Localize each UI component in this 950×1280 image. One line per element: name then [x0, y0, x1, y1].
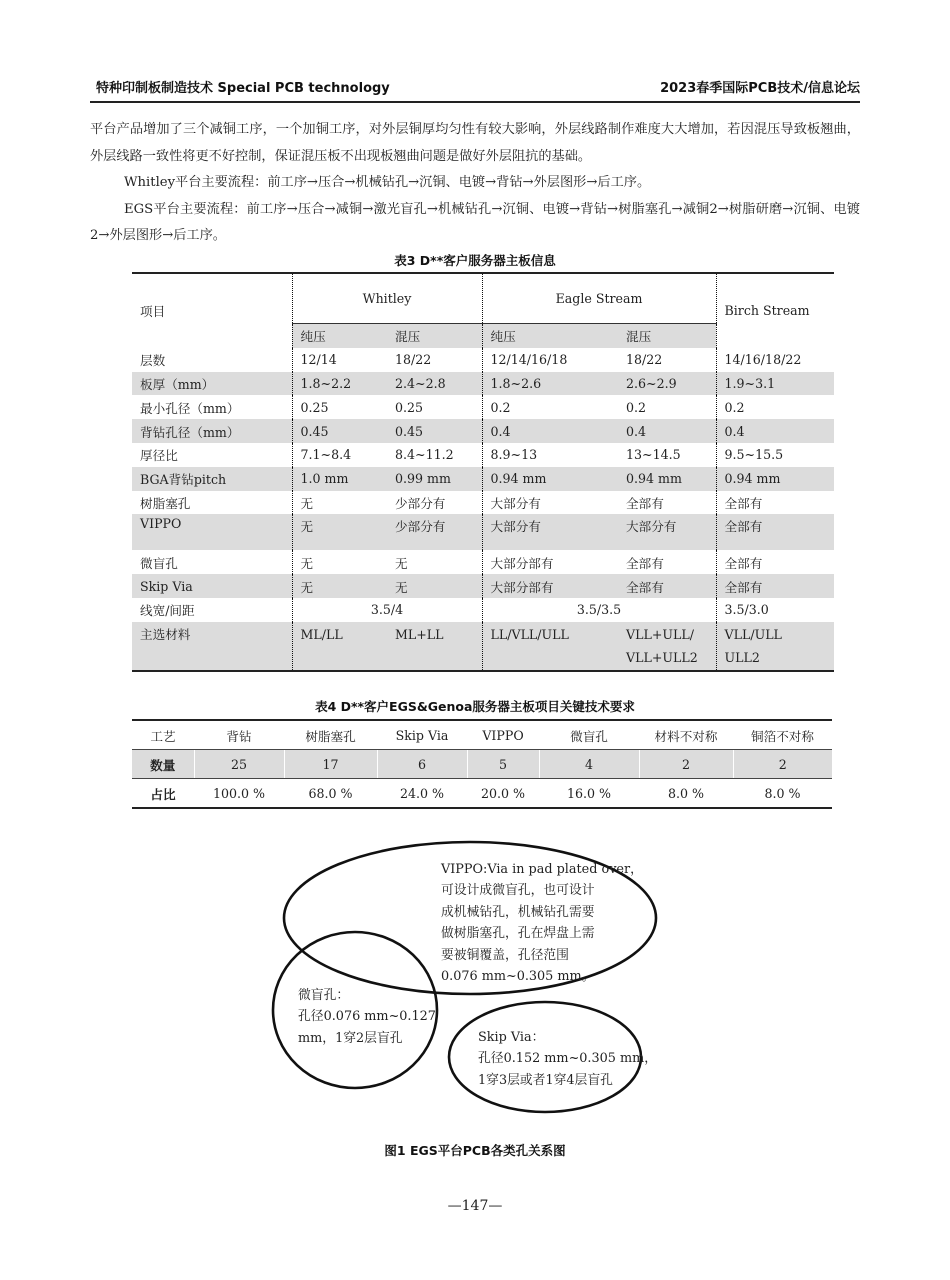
row-label: 板厚（mm） [132, 372, 292, 396]
cell: 无 [395, 555, 408, 571]
text-line: mm，1穿2层盲孔 [298, 1030, 403, 1046]
table3-sub-3: 纯压 [482, 324, 618, 348]
cell-line: VLL+ULL2 [626, 649, 698, 665]
cell-line: VLL/ULL [724, 626, 782, 642]
text-line: 可设计成微盲孔，也可设计 [441, 883, 595, 899]
table3-row [132, 419, 834, 443]
cell: 14/16/18/22 [716, 348, 834, 372]
cell: 12/14/16/18 [482, 348, 618, 372]
row-label: 数量 [132, 750, 194, 779]
table4-header: 背钻 [194, 720, 284, 750]
table3-head-eagle: Eagle Stream [482, 273, 716, 324]
cell: ML+LL [387, 622, 482, 671]
cell: 全部有 [716, 574, 834, 598]
table3-row [132, 467, 834, 491]
cell: 1.9~3.1 [716, 372, 834, 396]
cell [716, 622, 834, 671]
cell: 0.25 [292, 395, 387, 419]
body-text [90, 117, 860, 250]
cell: 全部有 [716, 550, 834, 574]
row-label: 树脂塞孔 [140, 495, 191, 511]
cell: 0.45 [292, 419, 387, 443]
row-label: VIPPO [132, 514, 292, 550]
cell: 全部有 [716, 491, 834, 515]
paragraph-1: 平台产品增加了三个减铜工序，一个加铜工序，对外层铜厚均匀性有较大影响，外层线路制作难度大大增加，若因混压导致板翘曲，外层线路一致性将更不好控制，保证混压板不出现板翘曲问题是做好外层阻抗的基础。 [90, 122, 860, 164]
row-label: 层数 [140, 353, 166, 369]
cell: 1.0 mm [292, 467, 387, 491]
table3-row [132, 574, 834, 598]
cell: 13~14.5 [626, 447, 681, 463]
cell: 0.94 mm [716, 467, 834, 491]
cell: 12/14 [292, 348, 387, 372]
cell: 8.0 % [733, 779, 832, 809]
cell: 全部有 [626, 555, 664, 571]
figure-caption: 图1 EGS平台PCB各类孔关系图 [384, 1143, 566, 1158]
cell: 8.4~11.2 [395, 447, 454, 463]
cell: 0.94 mm [618, 467, 716, 491]
table4 [132, 719, 832, 809]
cell: 18/22 [626, 352, 663, 368]
table4-caption: 表4 D**客户EGS&Genoa服务器主板项目关键技术要求 [315, 699, 635, 714]
row-label: 最小孔径（mm） [140, 400, 240, 416]
cell: 全部有 [618, 574, 716, 598]
cell: 25 [194, 750, 284, 779]
cell: 2 [733, 750, 832, 779]
table3-row [132, 491, 834, 515]
cell: 2.4~2.8 [387, 372, 482, 396]
table3-row [132, 550, 834, 574]
cell-line: VLL+ULL/ [626, 626, 694, 642]
cell: 少部分有 [387, 514, 482, 550]
text-line: 0.076 mm~0.305 mm。 [441, 969, 595, 985]
cell: 大部分部有 [482, 574, 618, 598]
header-rule [90, 101, 860, 103]
row-label: 主选材料 [132, 622, 292, 671]
text-line: 成机械钻孔，机械钻孔需要 [441, 904, 595, 920]
cell: 无 [292, 550, 387, 574]
cell: 3.5/3.0 [716, 598, 834, 622]
cell-line: ULL2 [724, 649, 760, 665]
table4-header: 材料不对称 [639, 720, 733, 750]
cell: 大部分有 [482, 514, 618, 550]
cell [618, 622, 716, 671]
page-number: —147— [447, 1198, 503, 1214]
table3-sub-4: 混压 [618, 324, 716, 348]
table4-header: VIPPO [467, 720, 539, 750]
table4-ratio-row [132, 779, 832, 809]
text-line: 做树脂塞孔，孔在焊盘上需 [441, 926, 595, 942]
cell: 大部分有 [482, 491, 618, 515]
table3-head-whitley: Whitley [292, 273, 482, 324]
cell: 5 [467, 750, 539, 779]
table3-row [132, 348, 834, 372]
row-label: 微盲孔 [140, 555, 178, 571]
table3-row [132, 372, 834, 396]
cell: 2 [639, 750, 733, 779]
cell: 0.45 [387, 419, 482, 443]
text-line: Skip Via： [478, 1030, 545, 1045]
table3-head-item: 项目 [132, 273, 292, 348]
cell: 大部分部有 [482, 550, 618, 574]
text-line: 1穿3层或者1穿4层盲孔 [478, 1072, 613, 1088]
cell: 4 [539, 750, 639, 779]
paragraph-2: Whitley平台主要流程：前工序→压合→机械钻孔→沉铜、电镀→背钻→外层图形→后工序。 [124, 175, 651, 190]
text-line: 微盲孔： [298, 988, 350, 1003]
table3-sub-2: 混压 [387, 324, 482, 348]
cell: 2.6~2.9 [618, 372, 716, 396]
cell: 0.4 [482, 419, 618, 443]
cell: 8.0 % [639, 779, 733, 809]
table3-caption: 表3 D**客户服务器主板信息 [394, 253, 556, 268]
cell: 全部有 [716, 514, 834, 550]
table4-header: 树脂塞孔 [284, 720, 377, 750]
cell: 17 [284, 750, 377, 779]
cell: 18/22 [395, 352, 432, 368]
cell: 0.2 [482, 395, 618, 419]
row-label: 厚径比 [140, 448, 178, 464]
table3-row-linewidth [132, 598, 834, 622]
cell: 7.1~8.4 [292, 443, 387, 467]
row-label: 线宽/间距 [140, 603, 195, 619]
cell: 68.0 % [284, 779, 377, 809]
table3-row [132, 443, 834, 467]
cell: 1.8~2.2 [292, 372, 387, 396]
cell: 0.4 [618, 419, 716, 443]
table3-row [132, 395, 834, 419]
cell: 6 [377, 750, 467, 779]
cell: 8.9~13 [482, 443, 618, 467]
cell: 大部分有 [618, 514, 716, 550]
row-label: Skip Via [132, 574, 292, 598]
cell: 0.94 mm [482, 467, 618, 491]
cell: 1.8~2.6 [482, 372, 618, 396]
cell: 16.0 % [539, 779, 639, 809]
text-line: 孔径0.152 mm~0.305 mm， [478, 1051, 658, 1067]
cell: 9.5~15.5 [716, 443, 834, 467]
cell: 0.2 [716, 395, 834, 419]
paragraph-3: EGS平台主要流程：前工序→压合→减铜→激光盲孔→机械钻孔→沉铜、电镀→背钻→树脂塞孔→减铜2→树脂研磨→沉铜、电镀2→外层图形→后工序。 [90, 201, 860, 243]
row-label: 占比 [132, 779, 194, 809]
cell: 0.25 [395, 399, 424, 415]
cell: 0.99 mm [387, 467, 482, 491]
row-label: BGA背钻pitch [132, 467, 292, 491]
table3-row-material [132, 622, 834, 671]
cell: 24.0 % [377, 779, 467, 809]
skipvia-text [478, 1027, 657, 1091]
table3-sub-1: 纯压 [292, 324, 387, 348]
text-line: VIPPO:Via in pad plated over， [441, 862, 643, 877]
cell: 3.5/4 [292, 598, 482, 622]
table4-header-row [132, 720, 832, 750]
cell: LL/VLL/ULL [482, 622, 618, 671]
table4-count-row [132, 750, 832, 779]
cell: 无 [292, 491, 387, 515]
table3-head-birch: Birch Stream [716, 273, 834, 348]
table4-header: 铜箔不对称 [733, 720, 832, 750]
cell: 无 [292, 574, 387, 598]
row-label: 背钻孔径（mm） [132, 419, 292, 443]
cell: 100.0 % [194, 779, 284, 809]
vippo-text [441, 859, 643, 987]
table3 [132, 272, 834, 672]
cell: 0.4 [716, 419, 834, 443]
cell: ML/LL [292, 622, 387, 671]
text-line: 要被铜覆盖，孔径范围 [441, 947, 569, 963]
header-right: 2023春季国际PCB技术/信息论坛 [660, 81, 860, 96]
cell: 无 [387, 574, 482, 598]
cell: 3.5/3.5 [482, 598, 716, 622]
cell: 20.0 % [467, 779, 539, 809]
header-left: 特种印制板制造技术 Special PCB technology [96, 81, 390, 96]
cell: 0.2 [626, 399, 647, 415]
cell: 少部分有 [395, 495, 446, 511]
table4-header: 微盲孔 [539, 720, 639, 750]
cell: 全部有 [626, 495, 664, 511]
text-line: 孔径0.076 mm~0.127 [298, 1009, 436, 1025]
table4-header: Skip Via [377, 720, 467, 750]
microvia-text [298, 985, 436, 1049]
cell: 无 [292, 514, 387, 550]
table4-header: 工艺 [132, 720, 194, 750]
table3-row [132, 514, 834, 550]
